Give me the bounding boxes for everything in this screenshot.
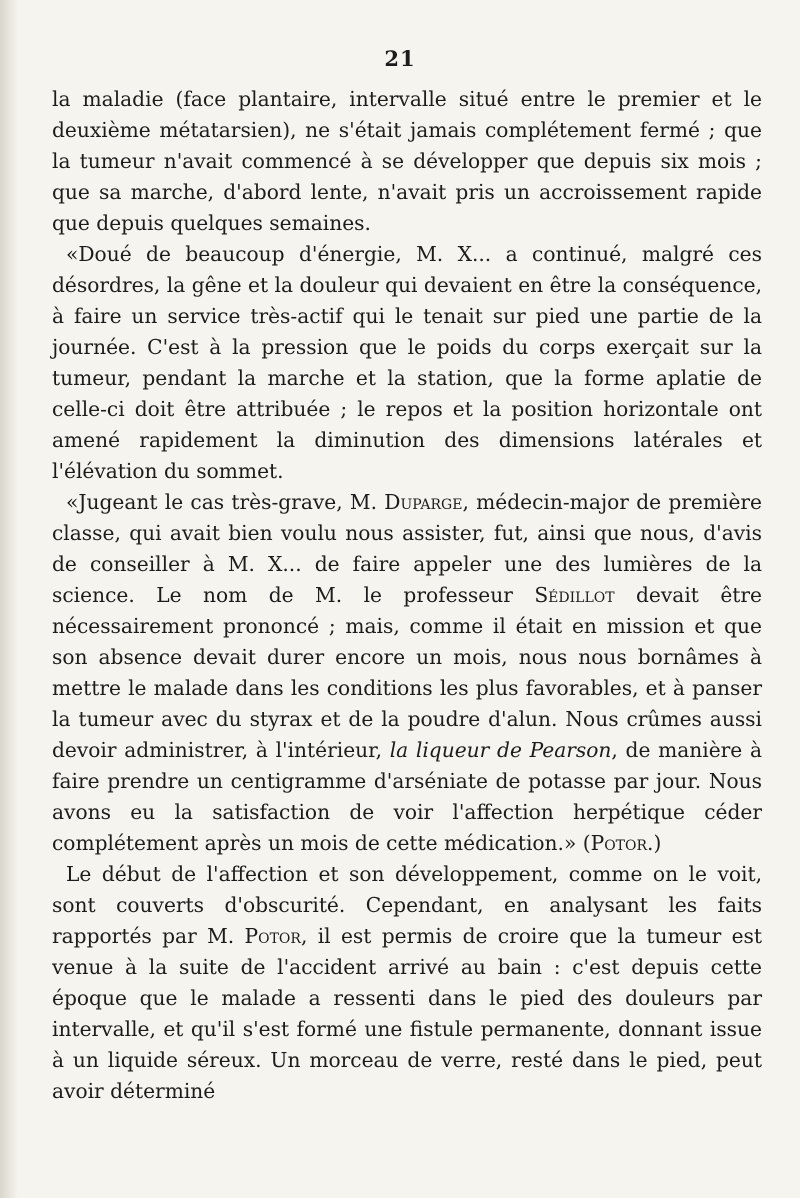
paragraph-4 <box>52 859 762 1107</box>
paragraph-3-tail: , de manière à faire prendre un centigramme d'arséniate de potasse par jour. Nous avons eu la satisfaction de voir l'affection herpétique céder complétement après un mois de cette médication.» ( <box>52 738 762 855</box>
paragraph-3-end: .) <box>647 831 662 855</box>
paragraph-3-mid2: devait être nécessairement prononcé ; mais, comme il était en mission et que son absence devait durer encore un mois, nous nous bornâmes à mettre le malade dans les conditions les plus favorables, et à panser la tumeur avec du styrax et de la poudre d'alun. Nous crûmes aussi devoir administrer, à l'intérieur, <box>52 583 762 762</box>
page-gutter-shadow <box>0 0 18 1198</box>
remedy-name: la liqueur de Pearson <box>389 738 612 762</box>
paragraph-4-tail: , il est permis de croire que la tumeur est venue à la suite de l'accident arrivé au bain : c'est depuis cette époque que le malade a ressenti dans le pied des douleurs par intervalle, et qu'il s'est formé une fistule permanente, donnant issue à un liquide séreux. Un morceau de verre, resté dans le pied, peut avoir déterminé <box>52 924 763 1103</box>
author-name-potor: Potor <box>590 831 648 855</box>
body-text <box>52 84 762 1107</box>
paragraph-2: «Doué de beaucoup d'énergie, M. X... a continué, malgré ces désordres, la gêne et la douleur qui devaient en être la conséquence, à faire un service très-actif qui le tenait sur pied une partie de la journée. C'est à la pression que le poids du corps exerçait sur la tumeur, pendant la marche et la station, que la forme aplatie de celle-ci doit être attribuée ; le repos et la position horizontale ont amené rapidement la diminution des dimensions latérales et l'élévation du sommet. <box>52 242 762 483</box>
author-name-duparge: Duparge <box>384 490 463 514</box>
paragraph-3-lead: «Jugeant le cas très-grave, M. <box>66 490 385 514</box>
paragraph-1: la maladie (face plantaire, intervalle situé entre le premier et le deuxième métatarsien), ne s'était jamais complétement fermé ; que la tumeur n'avait commencé à se développer que depuis six mois ; que sa marche, d'abord lente, n'avait pris un accroissement rapide que depuis quelques semaines. <box>52 87 762 235</box>
paragraph-3 <box>52 487 762 859</box>
page-number: 21 <box>384 46 416 71</box>
paragraph-4-lead: Le début de l'affection et son développement, comme on le voit, sont couverts d'obscurité. Cependant, en analysant les faits rapportés par M. <box>52 862 762 948</box>
author-name-sedillot: Sédillot <box>534 583 615 607</box>
author-name-potor-2: Potor <box>244 924 301 948</box>
paragraph-3-mid1: , médecin-major de première classe, qui avait bien voulu nous assister, fut, ainsi que nous, d'avis de conseiller à M. X... de faire appeler une des lumières de la science. Le nom de M. le professeur <box>52 490 762 607</box>
